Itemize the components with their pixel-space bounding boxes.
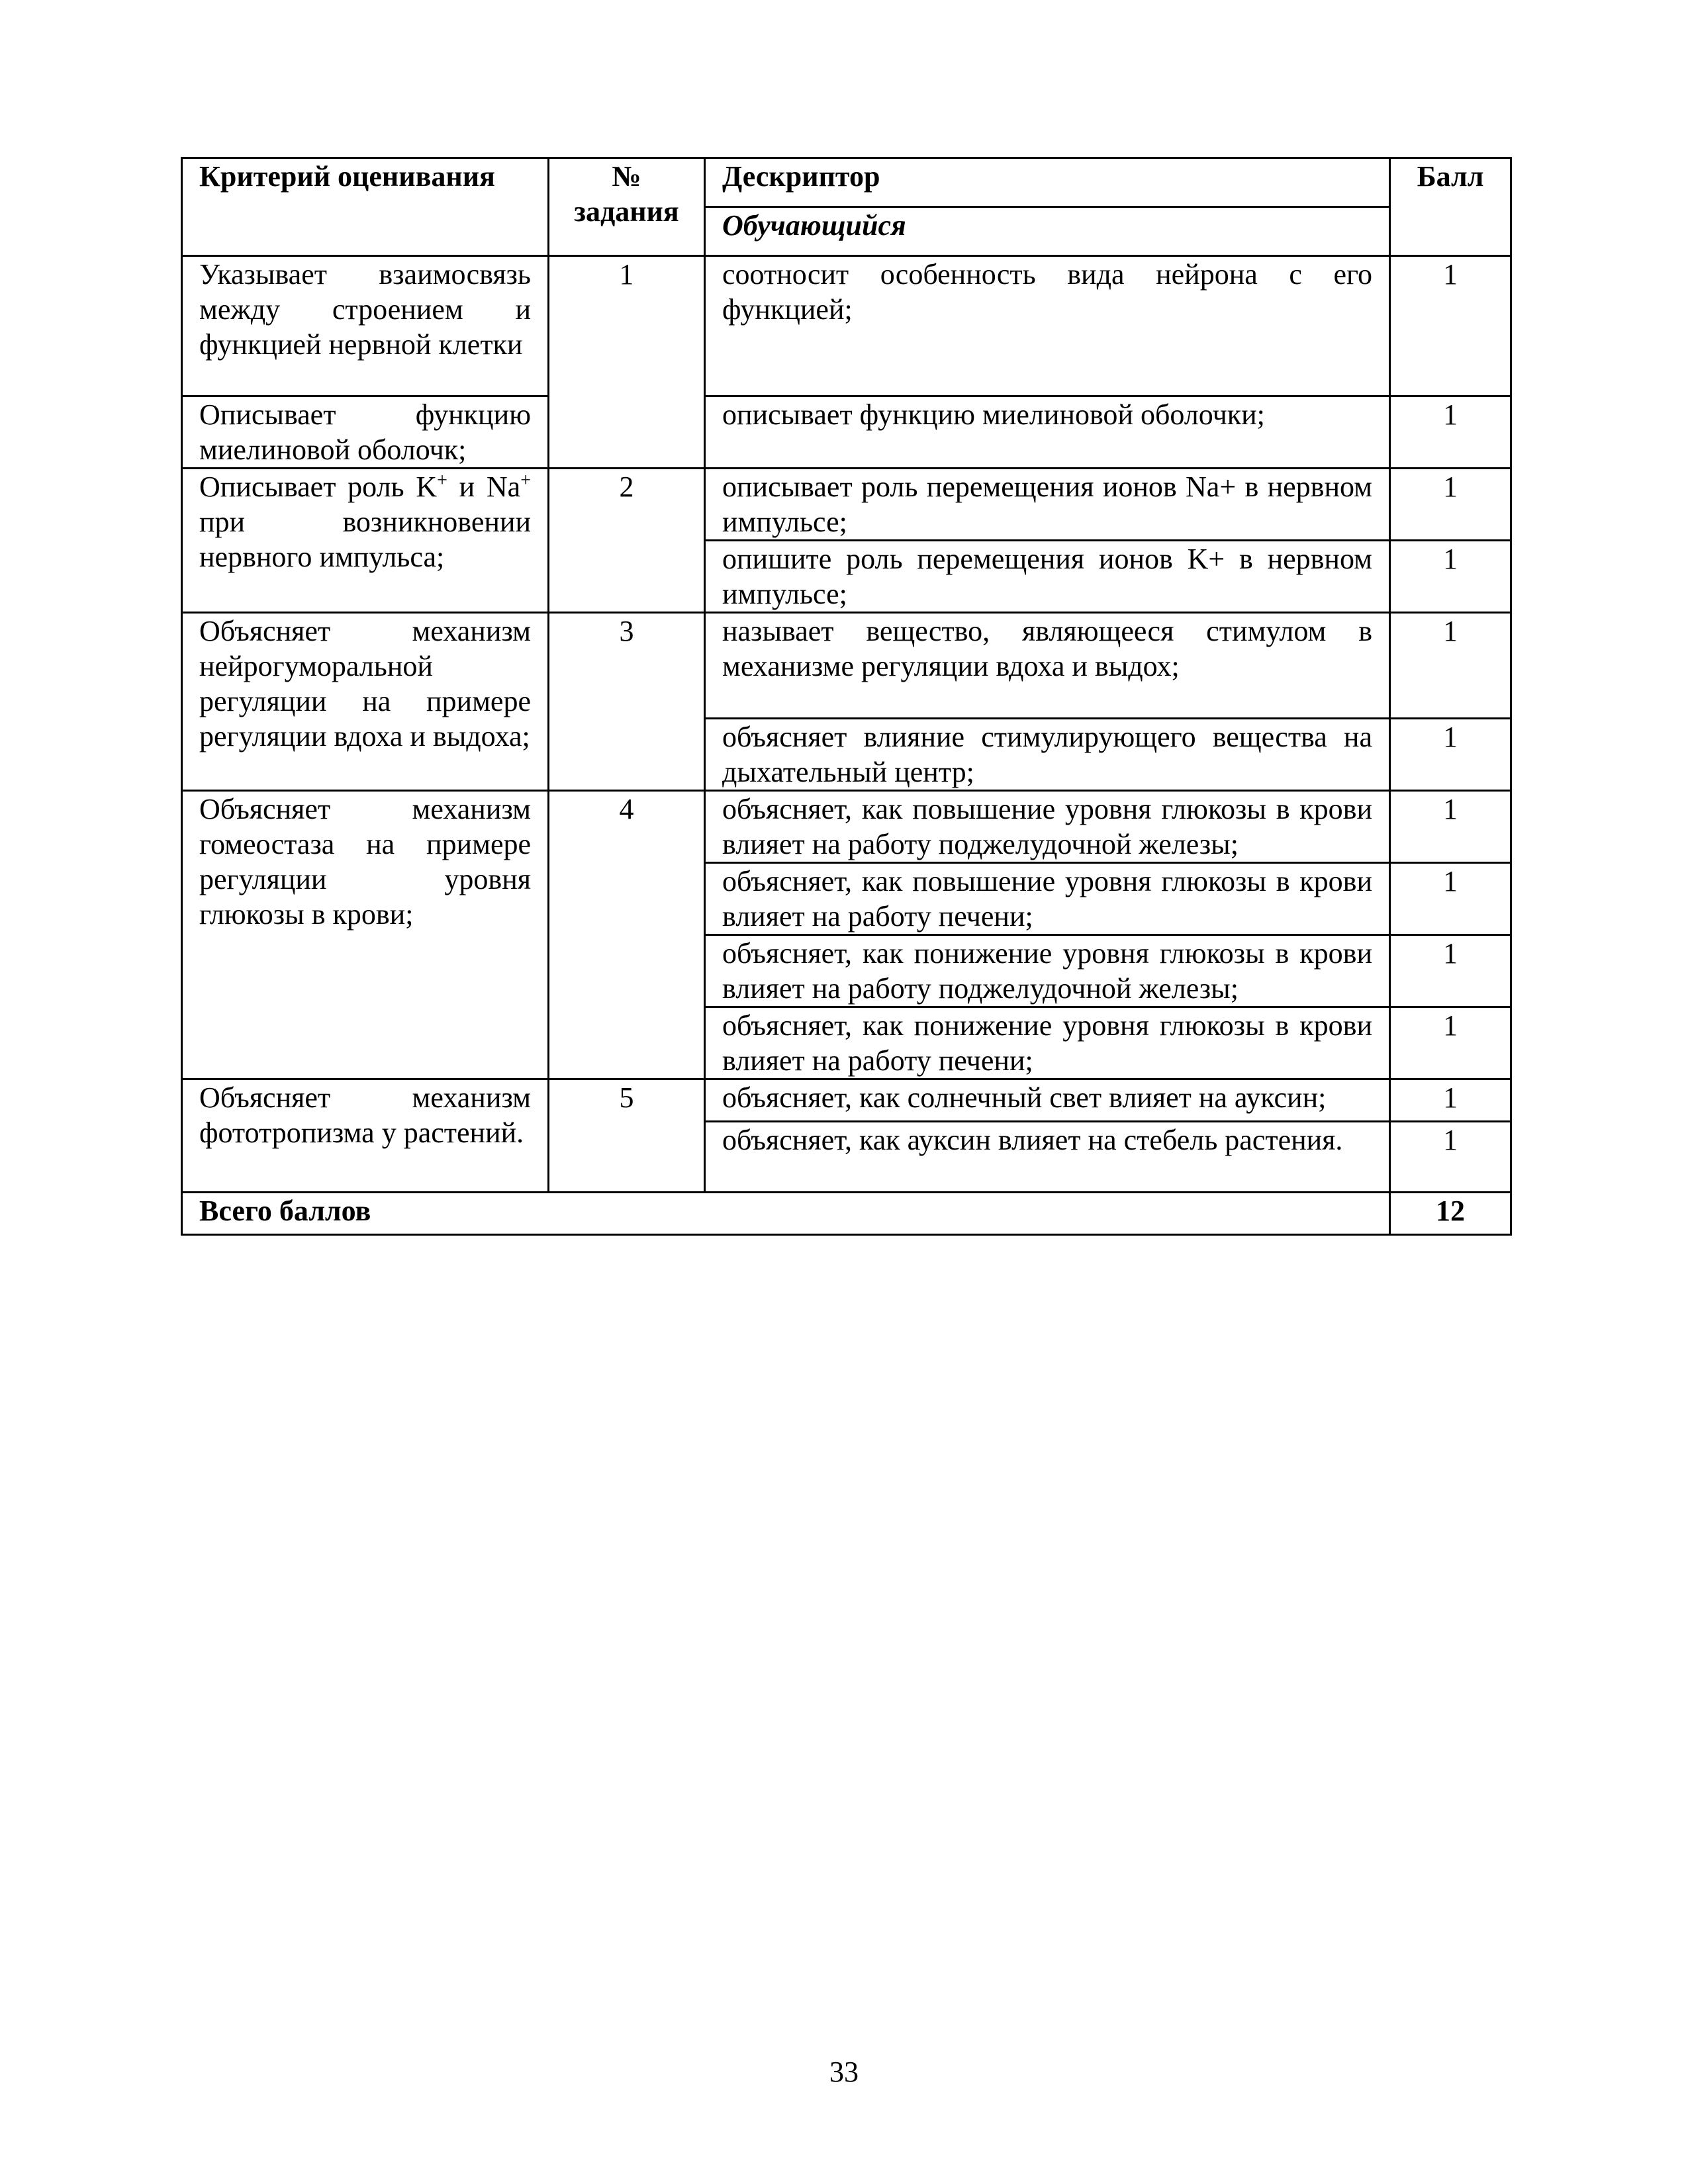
score-cell: 1 xyxy=(1390,863,1511,935)
descriptor-cell: объясняет, как понижение уровня глюкозы в крови влияет на работу печени; xyxy=(705,1007,1390,1079)
criterion-text: Описывает роль K xyxy=(199,471,438,503)
criterion-cell: Объясняет механизм гомеостаза на примере регуляции уровня глюкозы в крови; xyxy=(182,791,549,1079)
descriptor-cell: объясняет, как повышение уровня глюкозы в крови влияет на работу печени; xyxy=(705,863,1390,935)
table-row xyxy=(182,396,1511,469)
task-number-cell: 1 xyxy=(549,256,705,469)
total-label: Всего баллов xyxy=(182,1193,1390,1235)
score-cell: 1 xyxy=(1390,935,1511,1007)
learner-subheader: Обучающийся xyxy=(705,207,1390,256)
superscript-plus: + xyxy=(520,470,531,491)
score-cell: 1 xyxy=(1390,719,1511,791)
score-cell: 1 xyxy=(1390,396,1511,469)
task-number-cell: 3 xyxy=(549,613,705,791)
table-row xyxy=(182,1079,1511,1122)
criterion-cell: Объясняет механизм нейрогуморальной регуляции на примере регуляции вдоха и выдоха; xyxy=(182,613,549,791)
superscript-plus: + xyxy=(437,470,447,491)
score-cell: 1 xyxy=(1390,541,1511,613)
criterion-cell: Указывает взаимосвязь между строением и функцией нервной клетки xyxy=(182,256,549,396)
table-row xyxy=(182,613,1511,719)
task-number-header xyxy=(549,158,705,256)
descriptor-cell: описывает роль перемещения ионов Na+ в нервном импульсе; xyxy=(705,469,1390,541)
criterion-cell xyxy=(182,469,549,613)
score-cell: 1 xyxy=(1390,1122,1511,1193)
descriptor-header: Дескриптор xyxy=(705,158,1390,207)
criterion-text: при возникновении нервного импульса; xyxy=(199,506,531,573)
table-row xyxy=(182,469,1511,541)
score-cell: 1 xyxy=(1390,469,1511,541)
score-cell: 1 xyxy=(1390,613,1511,719)
descriptor-cell: объясняет, как ауксин влияет на стебель растения. xyxy=(705,1122,1390,1193)
descriptor-cell: соотносит особенность вида нейрона с его функцией; xyxy=(705,256,1390,396)
score-cell: 1 xyxy=(1390,256,1511,396)
descriptor-cell: объясняет, как солнечный свет влияет на ауксин; xyxy=(705,1079,1390,1122)
task-number-header-line2: задания xyxy=(574,195,679,228)
task-number-cell: 2 xyxy=(549,469,705,613)
descriptor-cell: называет вещество, являющееся стимулом в механизме регуляции вдоха и выдох; xyxy=(705,613,1390,719)
criterion-header: Критерий оценивания xyxy=(182,158,549,256)
page-number: 33 xyxy=(829,2056,859,2088)
criterion-cell: Объясняет механизм фототропизма у растений. xyxy=(182,1079,549,1193)
total-score: 12 xyxy=(1390,1193,1511,1235)
table-row xyxy=(182,256,1511,396)
score-header: Балл xyxy=(1390,158,1511,256)
task-number-cell: 5 xyxy=(549,1079,705,1193)
score-cell: 1 xyxy=(1390,791,1511,863)
header-row xyxy=(182,158,1511,207)
table-row xyxy=(182,791,1511,863)
score-cell: 1 xyxy=(1390,1007,1511,1079)
criterion-text: и Na xyxy=(447,471,521,503)
descriptor-cell: объясняет, как повышение уровня глюкозы в крови влияет на работу поджелудочной железы; xyxy=(705,791,1390,863)
descriptor-cell: описывает функцию миелиновой оболочки; xyxy=(705,396,1390,469)
descriptor-cell: объясняет влияние стимулирующего вещества на дыхательный центр; xyxy=(705,719,1390,791)
descriptor-cell: опишите роль перемещения ионов K+ в нервном импульсе; xyxy=(705,541,1390,613)
criterion-cell: Описывает функцию миелиновой оболочк; xyxy=(182,396,549,469)
assessment-rubric-table xyxy=(181,157,1512,1236)
task-number-header-line1: № xyxy=(612,160,641,193)
total-row xyxy=(182,1193,1511,1235)
score-cell: 1 xyxy=(1390,1079,1511,1122)
task-number-cell: 4 xyxy=(549,791,705,1079)
descriptor-cell: объясняет, как понижение уровня глюкозы в крови влияет на работу поджелудочной железы; xyxy=(705,935,1390,1007)
